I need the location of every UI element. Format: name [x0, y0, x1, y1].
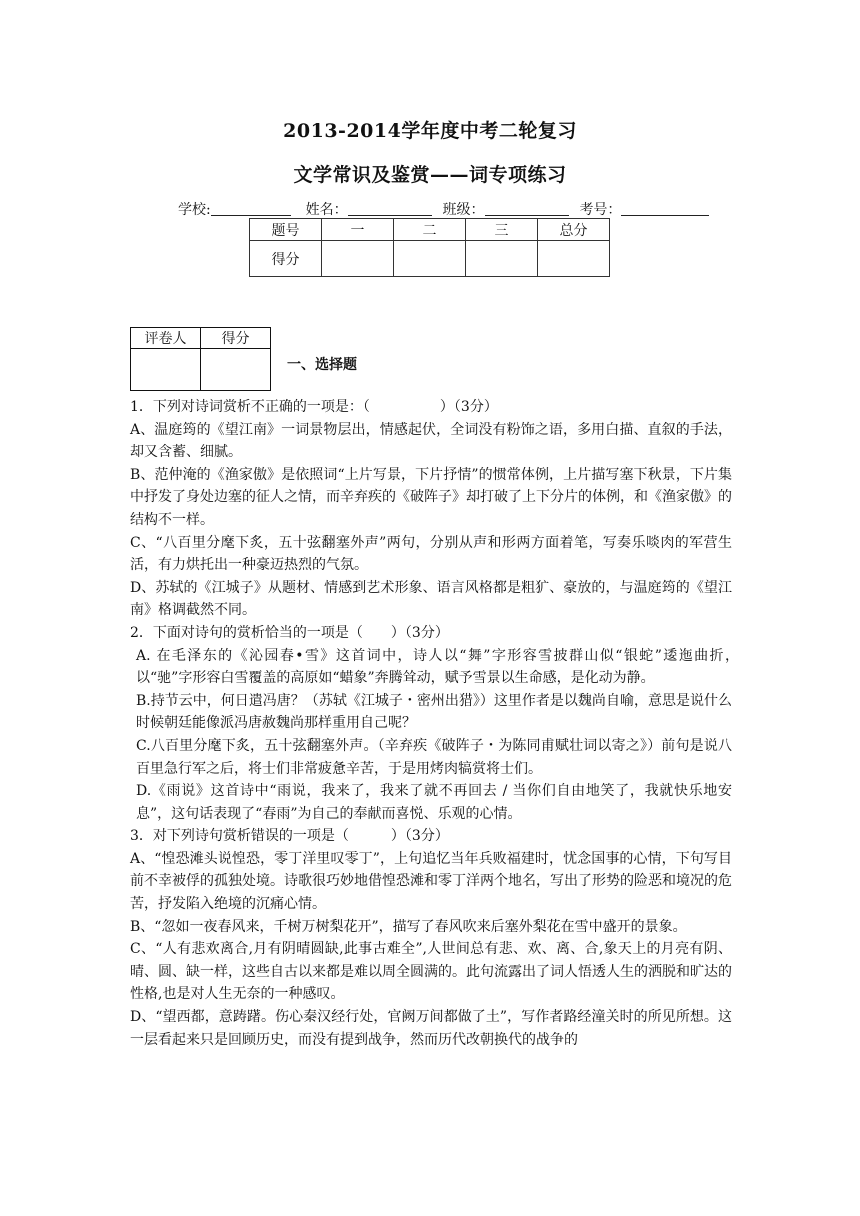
score-cell: [322, 241, 394, 277]
question-body: [130, 396, 746, 1051]
score-table: [249, 218, 610, 277]
page-title: 2013-2014学年度中考二轮复习: [283, 120, 577, 142]
exam-number-blank: [621, 201, 709, 216]
grader-header-cell: 得分: [201, 328, 271, 349]
school-blank: [211, 201, 291, 216]
option-line: C.八百里分麾下炙，五十弦翻塞外声。（辛弃疾《破阵子・为陈同甫赋壮词以寄之》）前句是说八百里急行军之后，将士们非常疲惫辛苦，于是用烤肉犒赏将士们。: [136, 737, 732, 777]
grader-header-cell: 评卷人: [131, 328, 201, 349]
option-line: C、“人有悲欢离合,月有阴晴圆缺,此事古难全”,人世间总有悲、欢、离、合,象天上的月亮有阴、晴、圆、缺一样，这些自古以来都是难以周全圆满的。此句流露出了词人悟透人生的洒脱和旷达的性格,也是对人生无奈的一种感叹。: [130, 941, 732, 1003]
grader-cell: [201, 349, 271, 391]
score-header-cell: 三: [466, 219, 538, 241]
score-header-cell: 总分: [538, 219, 610, 241]
name-blank: [348, 201, 432, 216]
exam-number-label: 考号：: [579, 202, 622, 218]
option-line: A. 在毛泽东的《沁园春•雪》这首词中，诗人以“舞”字形容雪披群山似“银蛇”逶迤曲折， 以“驰”字形容白雪覆盖的高原如“蜡象”奔腾耸动，赋予雪景以生命感，是化动为静。: [136, 647, 746, 687]
question-line: 3．对下列诗句赏析错误的一项是（ ）（3分）: [130, 828, 449, 845]
score-cell: [466, 241, 538, 277]
section-heading: 一、选择题: [287, 357, 357, 373]
option-line: A、温庭筠的《望江南》一词景物层出，情感起伏，全词没有粉饰之语，多用白描、直叙的手法，却又含蓄、细腻。: [130, 421, 732, 461]
option-line: A、“惶恐滩头说惶恐，零丁洋里叹零丁”，上句追忆当年兵败福建时，忧念国事的心情，下句写目前不幸被俘的孤独处境。诗歌很巧妙地借惶恐滩和零丁洋两个地名，写出了形势的险恶和境况的危苦，抒发陷入绝境的沉痛心情。: [130, 850, 732, 913]
score-header-cell: 题号: [250, 219, 322, 241]
option-line: D、“望西都，意踌躇。伤心秦汉经行处，官阙万间都做了土”，写作者路经潼关时的所见所想。这一层看起来只是回顾历史，而没有提到战争，然而历代改朝换代的战争的: [130, 1009, 732, 1048]
class-blank: [485, 201, 569, 216]
school-label: 学校:: [178, 202, 211, 218]
score-row-label: 得分: [250, 241, 322, 277]
score-cell: [394, 241, 466, 277]
student-info-row: [178, 199, 709, 219]
option-line: B、范仲淹的《渔家傲》是依照词“上片写景，下片抒情”的惯常体例，上片描写塞下秋景，下片集中抒发了身处边塞的征人之情，而辛弃疾的《破阵子》却打破了上下分片的体例，和《渔家傲》的结构不一样。: [130, 466, 732, 528]
option-line: D.《雨说》这首诗中“雨说，我来了，我来了就不再回去 / 当你们自由地笑了，我就快乐地安息”，这句话表现了“春雨”为自己的奉献而喜悦、乐观的心情。: [136, 783, 732, 822]
name-label: 姓名：: [305, 202, 348, 218]
option-line: C、“八百里分麾下炙，五十弦翻塞外声”两句，分别从声和形两方面着笔，写奏乐啖肉的军营生活，有力烘托出一种豪迈热烈的气氛。: [130, 534, 732, 574]
grader-cell: [131, 349, 201, 391]
option-line: B、“忽如一夜春风来，千树万树梨花开”，描写了春风吹来后塞外梨花在雪中盛开的景象。: [130, 918, 687, 935]
option-line: B.持节云中，何日遣冯唐？（苏轼《江城子・密州出猎》）这里作者是以魏尚自喻，意思是说什么时候朝廷能像派冯唐赦魏尚那样重用自己呢？: [136, 692, 732, 732]
score-header-cell: 一: [322, 219, 394, 241]
score-header-cell: 二: [394, 219, 466, 241]
option-line: D、苏轼的《江城子》从题材、情感到艺术形象、语言风格都是粗犷、豪放的，与温庭筠的《望江南》格调截然不同。: [130, 579, 732, 619]
question-line: 1．下列对诗词赏析不正确的一项是：（ ）（3分）: [130, 399, 498, 415]
class-label: 班级：: [442, 202, 485, 218]
question-line: 2．下面对诗句的赏析恰当的一项是（ ）（3分）: [130, 624, 449, 641]
score-cell: [538, 241, 610, 277]
grader-table: [130, 327, 271, 391]
page-subtitle: 文学常识及鉴赏——词专项练习: [293, 164, 567, 186]
